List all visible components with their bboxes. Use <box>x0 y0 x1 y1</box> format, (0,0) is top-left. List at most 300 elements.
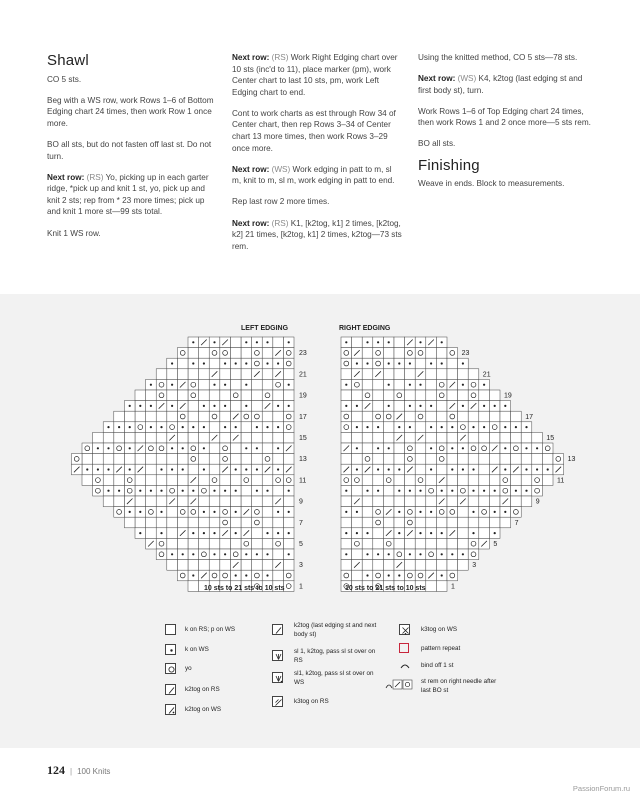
knit-ws-mark <box>171 553 173 555</box>
knit-ws-mark <box>356 362 358 364</box>
knit-ws-mark <box>515 426 517 428</box>
knit-ws-mark <box>235 490 237 492</box>
knit-ws-mark <box>409 553 411 555</box>
chart-cell <box>468 369 479 380</box>
knit-ws-mark <box>288 511 290 513</box>
chart-cell <box>373 348 384 359</box>
chart-cell <box>188 464 199 475</box>
row-text: K4, k2tog (last edging st and first body st), turn. <box>418 74 583 95</box>
chart-cell <box>93 454 104 465</box>
chart-cell <box>426 517 437 528</box>
left-row-numbers <box>299 350 307 590</box>
knit-ws-mark <box>235 468 237 470</box>
chart-cell <box>262 507 273 518</box>
chart-cell <box>468 411 479 422</box>
knit-ws-mark <box>462 362 464 364</box>
knit-ws-mark <box>366 553 368 555</box>
chart-cell <box>479 517 490 528</box>
chart-cell <box>135 496 146 507</box>
chart-cell <box>252 538 263 549</box>
chart-cell <box>230 369 241 380</box>
knit-ws-mark <box>409 426 411 428</box>
knit-ws-mark <box>245 341 247 343</box>
chart-cell <box>199 411 210 422</box>
chart-cell <box>373 432 384 443</box>
chart-cell <box>352 379 363 390</box>
chart-cell <box>156 443 167 454</box>
chart-cell <box>479 390 490 401</box>
chart-cell <box>458 528 469 539</box>
chart-cell <box>230 475 241 486</box>
chart-cell <box>383 422 394 433</box>
knit-ws-mark <box>451 426 453 428</box>
chart-cell <box>209 570 220 581</box>
knit-ws-mark <box>192 490 194 492</box>
chart-cell <box>426 411 437 422</box>
knit-ws-mark <box>245 447 247 449</box>
row-text: Work Right Edging chart over 10 sts (inc'd to 11), place marker (pm), work Center chart to last 10 sts, pm, work Left Edging chart to end. <box>232 53 398 97</box>
chart-cell <box>114 496 125 507</box>
knit-ws-mark <box>245 574 247 576</box>
chart-cell <box>479 507 490 518</box>
chart-cell <box>489 411 500 422</box>
knit-ws-mark <box>525 468 527 470</box>
chart-cell <box>135 411 146 422</box>
knit-ws-mark <box>356 447 358 449</box>
chart-cell <box>426 496 437 507</box>
chart-cell <box>199 432 210 443</box>
knit-ws-mark <box>345 384 347 386</box>
chart-cell <box>209 496 220 507</box>
chart-cell <box>489 390 500 401</box>
chart-cell <box>241 411 252 422</box>
chart-cell <box>532 485 543 496</box>
chart-cell <box>146 517 157 528</box>
chart-cell <box>394 538 405 549</box>
chart-cell <box>436 401 447 412</box>
chart-cell <box>209 443 220 454</box>
chart-cell <box>273 379 284 390</box>
right-edging-chart <box>341 337 564 591</box>
book-title: 100 Knits <box>77 767 111 776</box>
chart-cell <box>262 443 273 454</box>
legend-label: st rem on right needle after last BO st <box>421 678 497 694</box>
chart-cell <box>426 549 437 560</box>
knit-ws-mark <box>139 405 141 407</box>
knit-ws-mark <box>430 447 432 449</box>
chart-cell <box>199 454 210 465</box>
knit-ws-mark <box>182 490 184 492</box>
row-number: 9 <box>299 498 303 506</box>
chart-cell <box>199 560 210 571</box>
chart-cell <box>114 454 125 465</box>
knit-ws-mark <box>129 426 131 428</box>
chart-cell <box>252 390 263 401</box>
chart-cell <box>500 454 511 465</box>
chart-cell <box>135 517 146 528</box>
chart-cell <box>230 348 241 359</box>
page-footer <box>47 763 110 778</box>
chart-cell <box>241 485 252 496</box>
knit-ws-mark <box>224 362 226 364</box>
chart-cell <box>362 411 373 422</box>
col2-paragraph: Rep last row 2 more times. <box>232 197 330 207</box>
chart-cell <box>167 411 178 422</box>
knit-ws-mark <box>139 532 141 534</box>
chart-cell <box>362 390 373 401</box>
chart-cell <box>352 549 363 560</box>
chart-cell <box>283 348 294 359</box>
knit-ws-mark <box>409 362 411 364</box>
right-chart-caption: 10 sts to 21 sts to 10 sts <box>345 585 426 592</box>
chart-cell <box>373 517 384 528</box>
knit-ws-mark <box>377 426 379 428</box>
knit-ws-mark <box>203 511 205 513</box>
chart-cell <box>341 570 352 581</box>
chart-cell <box>383 348 394 359</box>
chart-cell <box>220 348 231 359</box>
shawl-paragraph: BO all sts, but do not fasten off last st. Do not turn. <box>47 139 212 161</box>
chart-cell <box>383 496 394 507</box>
chart-cell <box>114 507 125 518</box>
chart-cell <box>405 538 416 549</box>
knit-ws-mark <box>277 405 279 407</box>
knit-ws-mark <box>277 426 279 428</box>
chart-cell <box>542 454 553 465</box>
chart-cell <box>352 538 363 549</box>
chart-cell <box>262 496 273 507</box>
row-number: 23 <box>461 350 470 358</box>
chart-cell <box>436 443 447 454</box>
chart-cell <box>230 401 241 412</box>
chart-cell <box>135 454 146 465</box>
row-number: 17 <box>525 413 533 421</box>
chart-cell <box>252 496 263 507</box>
chart-cell <box>405 570 416 581</box>
knit-ws-mark <box>171 447 173 449</box>
knit-ws-mark <box>150 405 152 407</box>
chart-cell <box>199 496 210 507</box>
chart-cell <box>167 528 178 539</box>
legend-label: k2tog on WS <box>185 706 222 713</box>
chart-cell <box>167 485 178 496</box>
knit-ws-mark <box>345 405 347 407</box>
row-number: 15 <box>546 435 555 443</box>
chart-cell <box>362 432 373 443</box>
chart-cell <box>447 454 458 465</box>
knit-ws-mark <box>129 405 131 407</box>
chart-cell <box>373 528 384 539</box>
chart-cell <box>415 496 426 507</box>
chart-cell <box>199 475 210 486</box>
chart-cell <box>252 401 263 412</box>
knit-ws-mark <box>277 362 279 364</box>
row-number: 5 <box>299 541 303 549</box>
legend-label: yo <box>185 665 192 672</box>
chart-cell <box>489 432 500 443</box>
chart-cell <box>230 538 241 549</box>
shawl-paragraph: Knit 1 WS row. <box>47 228 101 238</box>
chart-cell <box>188 581 199 592</box>
chart-cell <box>146 454 157 465</box>
chart-cell <box>373 401 384 412</box>
chart-cell <box>468 379 479 390</box>
knit-ws-mark <box>398 511 400 513</box>
chart-cell <box>415 411 426 422</box>
knit-ws-mark <box>192 574 194 576</box>
chart-cell <box>468 549 479 560</box>
knit-ws-mark <box>150 490 152 492</box>
chart-cell <box>415 390 426 401</box>
chart-cell <box>447 390 458 401</box>
chart-cell <box>436 348 447 359</box>
knit-ws-mark <box>504 511 506 513</box>
chart-cell <box>273 454 284 465</box>
chart-cell <box>362 496 373 507</box>
chart-cell <box>341 517 352 528</box>
knit-ws-mark <box>107 490 109 492</box>
chart-cell <box>230 496 241 507</box>
row-lead: Next row: <box>418 74 456 84</box>
knit-ws-mark <box>377 468 379 470</box>
knit-ws-mark <box>213 532 215 534</box>
chart-cell <box>283 390 294 401</box>
knit-ws-mark <box>288 405 290 407</box>
chart-cell <box>188 443 199 454</box>
chart-cell <box>93 432 104 443</box>
chart-cell <box>426 432 437 443</box>
knit-ws-mark <box>430 426 432 428</box>
chart-cell <box>209 411 220 422</box>
chart-cell <box>352 570 363 581</box>
right-edging-title: RIGHT EDGING <box>339 325 391 332</box>
knit-ws-mark <box>245 553 247 555</box>
chart-cell <box>103 454 114 465</box>
chart-cell <box>447 369 458 380</box>
knit-ws-mark <box>160 532 162 534</box>
chart-cell <box>542 443 553 454</box>
chart-cell <box>199 517 210 528</box>
knit-ws-mark <box>224 405 226 407</box>
chart-cell <box>220 560 231 571</box>
chart-cell <box>188 507 199 518</box>
chart-cell <box>103 475 114 486</box>
knit-ws-mark <box>160 511 162 513</box>
chart-cell <box>362 538 373 549</box>
knit-ws-mark <box>192 532 194 534</box>
row-text: Work edging in patt to m, sl m, knit to m, sl m, work edging in patt to end. <box>232 164 395 186</box>
chart-cell <box>220 443 231 454</box>
chart-cell <box>436 411 447 422</box>
knit-ws-mark <box>288 532 290 534</box>
row-number: 19 <box>504 392 512 400</box>
chart-cell <box>220 496 231 507</box>
knit-ws-mark <box>160 490 162 492</box>
knit-ws-mark <box>97 468 99 470</box>
knit-ws-mark <box>388 384 390 386</box>
knit-ws-mark <box>547 468 549 470</box>
chart-cell <box>188 369 199 380</box>
knit-ws-mark <box>345 511 347 513</box>
chart-cell <box>199 369 210 380</box>
knit-ws-mark <box>245 468 247 470</box>
chart-cell <box>273 538 284 549</box>
chart-cell <box>156 411 167 422</box>
knit-ws-mark <box>224 553 226 555</box>
chart-cell <box>146 464 157 475</box>
chart-cell <box>511 475 522 486</box>
chart-cell <box>373 390 384 401</box>
knit-ws-mark <box>441 426 443 428</box>
knit-ws-mark <box>430 362 432 364</box>
chart-cell <box>394 549 405 560</box>
chart-cell <box>241 496 252 507</box>
knit-ws-mark <box>356 532 358 534</box>
knit-ws-mark <box>409 490 411 492</box>
chart-cell <box>177 517 188 528</box>
knit-ws-mark <box>366 574 368 576</box>
knit-ws-mark <box>256 553 258 555</box>
knit-ws-mark <box>171 384 173 386</box>
chart-cell <box>394 337 405 348</box>
chart-cell <box>436 390 447 401</box>
chart-cell <box>468 475 479 486</box>
chart-cell <box>373 454 384 465</box>
row-number: 19 <box>299 392 307 400</box>
chart-cell <box>352 411 363 422</box>
knit-ws-mark <box>266 341 268 343</box>
chart-cell <box>262 475 273 486</box>
knit-ws-mark <box>256 468 258 470</box>
chart-cell <box>252 570 263 581</box>
shawl-paragraph: CO 5 sts. <box>47 74 82 84</box>
k3tog-icon <box>272 696 283 707</box>
chart-cell <box>220 411 231 422</box>
row-number: 21 <box>299 371 307 379</box>
knit-ws-mark <box>398 468 400 470</box>
chart-cell <box>352 454 363 465</box>
chart-cell <box>167 560 178 571</box>
bind-off-icon <box>399 662 411 670</box>
knit-ws-mark <box>472 532 474 534</box>
knit-ws-mark <box>409 405 411 407</box>
knit-ws-mark <box>213 405 215 407</box>
chart-cell <box>220 369 231 380</box>
knit-ws-mark <box>182 447 184 449</box>
chart-cell <box>209 475 220 486</box>
chart-cell <box>436 454 447 465</box>
chart-cell <box>479 411 490 422</box>
knit-ws-mark <box>462 447 464 449</box>
chart-cell <box>341 358 352 369</box>
chart-cell <box>447 507 458 518</box>
knit-ws-mark <box>536 468 538 470</box>
chart-cell <box>352 390 363 401</box>
knit-ws-mark <box>256 341 258 343</box>
chart-cell <box>341 411 352 422</box>
chart-cell <box>458 538 469 549</box>
chart-cell <box>156 538 167 549</box>
chart-cell <box>500 485 511 496</box>
legend-label: k2tog (last edging st and next body st) <box>294 622 377 638</box>
knit-ws-mark <box>472 511 474 513</box>
chart-cell <box>114 475 125 486</box>
row-text: Yo, picking up in each garter ridge, *pick up and knit 1 st, yo, pick up and knit 2 sts; rep from * 23 more times; pick up and knit 1 more st—99 sts total. <box>47 172 209 217</box>
left-edging-chart <box>71 337 294 591</box>
chart-cell <box>341 432 352 443</box>
chart-cell <box>273 517 284 528</box>
chart-cell <box>383 538 394 549</box>
knit-ws-mark <box>366 490 368 492</box>
knit-ws-mark <box>245 405 247 407</box>
knit-ws-mark <box>266 553 268 555</box>
knit-ws-mark <box>107 447 109 449</box>
knit-ws-mark <box>266 532 268 534</box>
chart-cell <box>426 454 437 465</box>
chart-cell <box>167 454 178 465</box>
chart-cell <box>532 475 543 486</box>
knit-ws-mark <box>171 468 173 470</box>
knit-ws-mark <box>160 426 162 428</box>
chart-cell <box>209 454 220 465</box>
chart-cell <box>405 369 416 380</box>
chart-cell <box>177 475 188 486</box>
knit-ws-mark <box>536 447 538 449</box>
chart-cell <box>241 422 252 433</box>
chart-cell <box>135 475 146 486</box>
chart-cell <box>436 432 447 443</box>
chart-cell <box>262 432 273 443</box>
chart-cell <box>436 517 447 528</box>
chart-cell <box>511 507 522 518</box>
chart-cell <box>415 538 426 549</box>
knit-ws-mark <box>171 405 173 407</box>
knit-ws-mark <box>288 553 290 555</box>
knit-ws-mark <box>525 447 527 449</box>
watermark: PassionForum.ru <box>572 784 630 793</box>
knit-ws-mark <box>224 384 226 386</box>
chart-cell <box>383 485 394 496</box>
chart-cell <box>373 411 384 422</box>
chart-cell <box>188 560 199 571</box>
chart-cell <box>426 390 437 401</box>
chart-cell <box>383 369 394 380</box>
knit-ws-mark <box>441 341 443 343</box>
row-lead: Next row: <box>232 53 270 62</box>
chart-cell <box>405 454 416 465</box>
knit-symbol <box>165 624 176 635</box>
knit-ws-mark <box>494 490 496 492</box>
chart-cell <box>394 390 405 401</box>
chart-cell <box>341 369 352 380</box>
chart-cell <box>230 379 241 390</box>
chart-cell <box>405 432 416 443</box>
row-number: 3 <box>472 562 477 570</box>
chart-cell <box>114 443 125 454</box>
knit-ws-mark <box>483 490 485 492</box>
knit-ws-mark <box>182 468 184 470</box>
knit-ws-mark <box>203 426 205 428</box>
chart-cell <box>362 560 373 571</box>
chart-cell <box>262 517 273 528</box>
chart-cell <box>341 475 352 486</box>
chart-cell <box>252 432 263 443</box>
chart-cell <box>188 401 199 412</box>
chart-cell <box>209 390 220 401</box>
chart-cell <box>436 369 447 380</box>
knit-ws-mark <box>462 405 464 407</box>
knit-ws-mark <box>235 574 237 576</box>
